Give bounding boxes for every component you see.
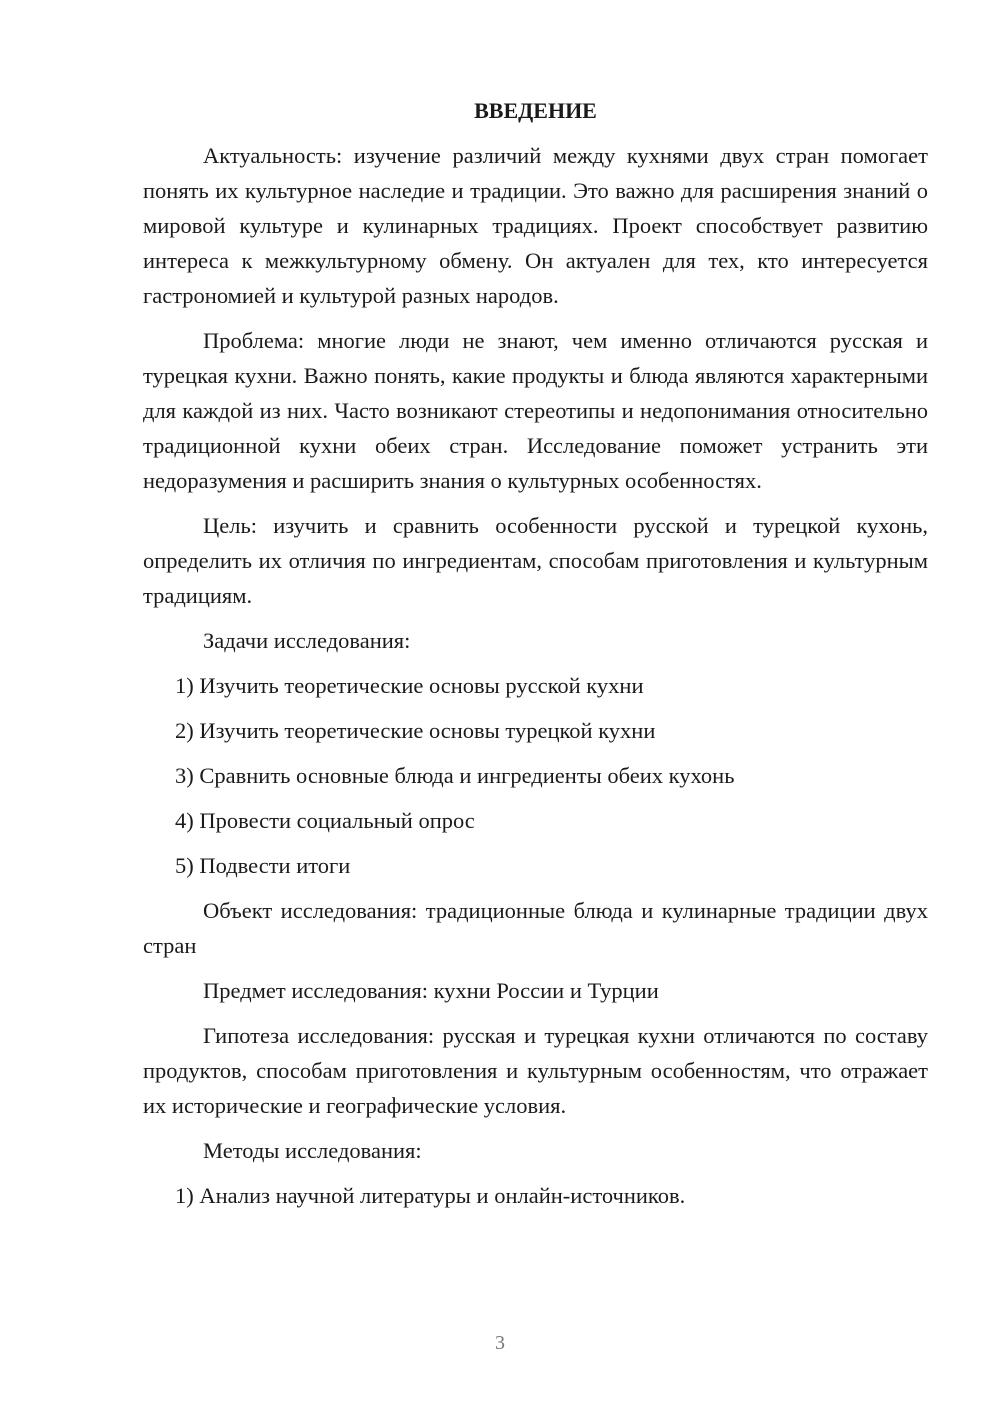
problem-paragraph: Проблема: многие люди не знают, чем именно отличаются русская и турецкая кухни. Важно понять, какие продукты и блюда являются характерными для каждой из них. Часто возникают стереотипы и недопонимания относительно традиционной кухни обеих стран. Исследование поможет устранить эти недоразумения и расширить знания о культурных особенностях. (143, 328, 928, 493)
page-number: 3 (495, 1332, 505, 1354)
section-title: ВВЕДЕНИЕ (474, 98, 597, 123)
methods-heading: Методы исследования: (203, 1138, 422, 1163)
list-item: 2) Изучить теоретические основы турецкой кухни (175, 718, 656, 743)
list-item: 3) Сравнить основные блюда и ингредиенты обеих кухонь (175, 763, 735, 788)
list-item: 1) Изучить теоретические основы русской кухни (175, 673, 644, 698)
list-item: 5) Подвести итоги (175, 853, 351, 878)
hypothesis-paragraph: Гипотеза исследования: русская и турецкая кухни отличаются по составу продуктов, способам приготовления и культурным особенностям, что отражает их исторические и географические условия. (143, 1023, 928, 1118)
list-item: 4) Провести социальный опрос (175, 808, 475, 833)
relevance-paragraph: Актуальность: изучение различий между кухнями двух стран помогает понять их культурное наследие и традиции. Это важно для расширения знаний о мировой культуре и кулинарных традициях. Проект способствует развитию интереса к межкультурному обмену. Он актуален для тех, кто интересуется гастрономией и культурой разных народов. (143, 143, 928, 308)
methods-list (143, 1178, 928, 1213)
list-item: 1) Анализ научной литературы и онлайн-источников. (175, 1183, 686, 1208)
document-page (143, 96, 928, 1223)
subject-paragraph: Предмет исследования: кухни России и Турции (203, 978, 659, 1003)
object-paragraph: Объект исследования: традиционные блюда и кулинарные традиции двух стран (143, 898, 928, 958)
goal-paragraph: Цель: изучить и сравнить особенности русской и турецкой кухонь, определить их отличия по ингредиентам, способам приготовления и культурным традициям. (143, 513, 928, 608)
tasks-list (143, 668, 928, 883)
tasks-heading: Задачи исследования: (203, 628, 411, 653)
